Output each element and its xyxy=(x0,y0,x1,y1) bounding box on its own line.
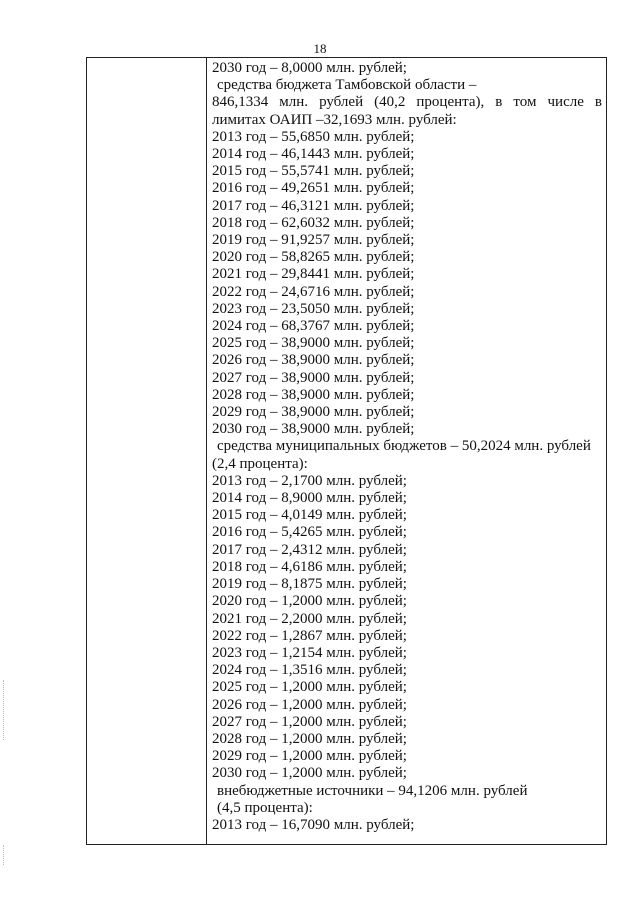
text-line: 2019 год – 91,9257 млн. рублей; xyxy=(212,232,415,249)
text-line: 2024 год – 68,3767 млн. рублей; xyxy=(212,318,415,335)
text-line: средства бюджета Тамбовской области – xyxy=(217,77,477,94)
page-number: 18 xyxy=(313,41,327,56)
text-line: 2013 год – 16,7090 млн. рублей; xyxy=(212,816,415,833)
text-line: 2025 год – 1,2000 млн. рублей; xyxy=(212,679,407,696)
scan-edge-mark xyxy=(3,680,7,740)
text-line: 2016 год – 49,2651 млн. рублей; xyxy=(212,180,415,197)
table-right-cell xyxy=(212,60,602,844)
text-line: 2024 год – 1,3516 млн. рублей; xyxy=(212,662,407,679)
text-line: 2026 год – 38,9000 млн. рублей; xyxy=(212,352,415,369)
text-line: 2020 год – 1,2000 млн. рублей; xyxy=(212,593,407,610)
text-line: 2015 год – 55,5741 млн. рублей; xyxy=(212,163,415,180)
text-line: 2013 год – 55,6850 млн. рублей; xyxy=(212,128,415,145)
funding-table xyxy=(86,57,607,845)
text-line: 2014 год – 46,1443 млн. рублей; xyxy=(212,146,415,163)
text-line: 2028 год – 38,9000 млн. рублей; xyxy=(212,386,415,403)
text-line: 2030 год – 38,9000 млн. рублей; xyxy=(212,421,415,438)
text-line: 2027 год – 38,9000 млн. рублей; xyxy=(212,369,415,386)
text-line: 2027 год – 1,2000 млн. рублей; xyxy=(212,713,407,730)
text-line: средства муниципальных бюджетов – 50,2024 млн. рублей xyxy=(217,438,591,455)
text-line: 2028 год – 1,2000 млн. рублей; xyxy=(212,730,407,747)
text-line: (4,5 процента): xyxy=(217,799,313,816)
text-line: 2015 год – 4,0149 млн. рублей; xyxy=(212,507,407,524)
text-line: 2022 год – 24,6716 млн. рублей; xyxy=(212,283,415,300)
text-line: 2029 год – 1,2000 млн. рублей; xyxy=(212,748,407,765)
text-line: 2017 год – 46,3121 млн. рублей; xyxy=(212,197,415,214)
text-line: 2023 год – 23,5050 млн. рублей; xyxy=(212,300,415,317)
text-line: 2018 год – 4,6186 млн. рублей; xyxy=(212,558,407,575)
text-line: 2023 год – 1,2154 млн. рублей; xyxy=(212,644,407,661)
text-line: 2020 год – 58,8265 млн. рублей; xyxy=(212,249,415,266)
text-line: 2030 год – 8,0000 млн. рублей; xyxy=(212,60,407,76)
text-line: 2013 год – 2,1700 млн. рублей; xyxy=(212,472,407,489)
text-line: 2025 год – 38,9000 млн. рублей; xyxy=(212,335,415,352)
text-line: 2019 год – 8,1875 млн. рублей; xyxy=(212,576,407,593)
text-line: 2018 год – 62,6032 млн. рублей; xyxy=(212,214,415,231)
text-line: 2021 год – 2,2000 млн. рублей; xyxy=(212,610,407,627)
text-line: 2022 год – 1,2867 млн. рублей; xyxy=(212,627,407,644)
text-line: (2,4 процента): xyxy=(212,455,308,472)
text-line: 2029 год – 38,9000 млн. рублей; xyxy=(212,404,415,421)
text-line: лимитах ОАИП –32,1693 млн. рублей: xyxy=(212,111,457,128)
text-line: 2026 год – 1,2000 млн. рублей; xyxy=(212,696,407,713)
text-line: 2021 год – 29,8441 млн. рублей; xyxy=(212,266,415,283)
text-line: внебюджетные источники – 94,1206 млн. рублей xyxy=(217,782,528,799)
column-divider xyxy=(206,58,207,844)
table-left-cell xyxy=(87,58,206,844)
scan-edge-mark xyxy=(3,845,7,865)
text-line: 2016 год – 5,4265 млн. рублей; xyxy=(212,524,407,541)
text-line: 2014 год – 8,9000 млн. рублей; xyxy=(212,490,407,507)
text-line: 2030 год – 1,2000 млн. рублей; xyxy=(212,765,407,782)
text-line: 2017 год – 2,4312 млн. рублей; xyxy=(212,541,407,558)
text-line: 846,1334 млн. рублей (40,2 процента), в том числе в xyxy=(212,94,602,111)
